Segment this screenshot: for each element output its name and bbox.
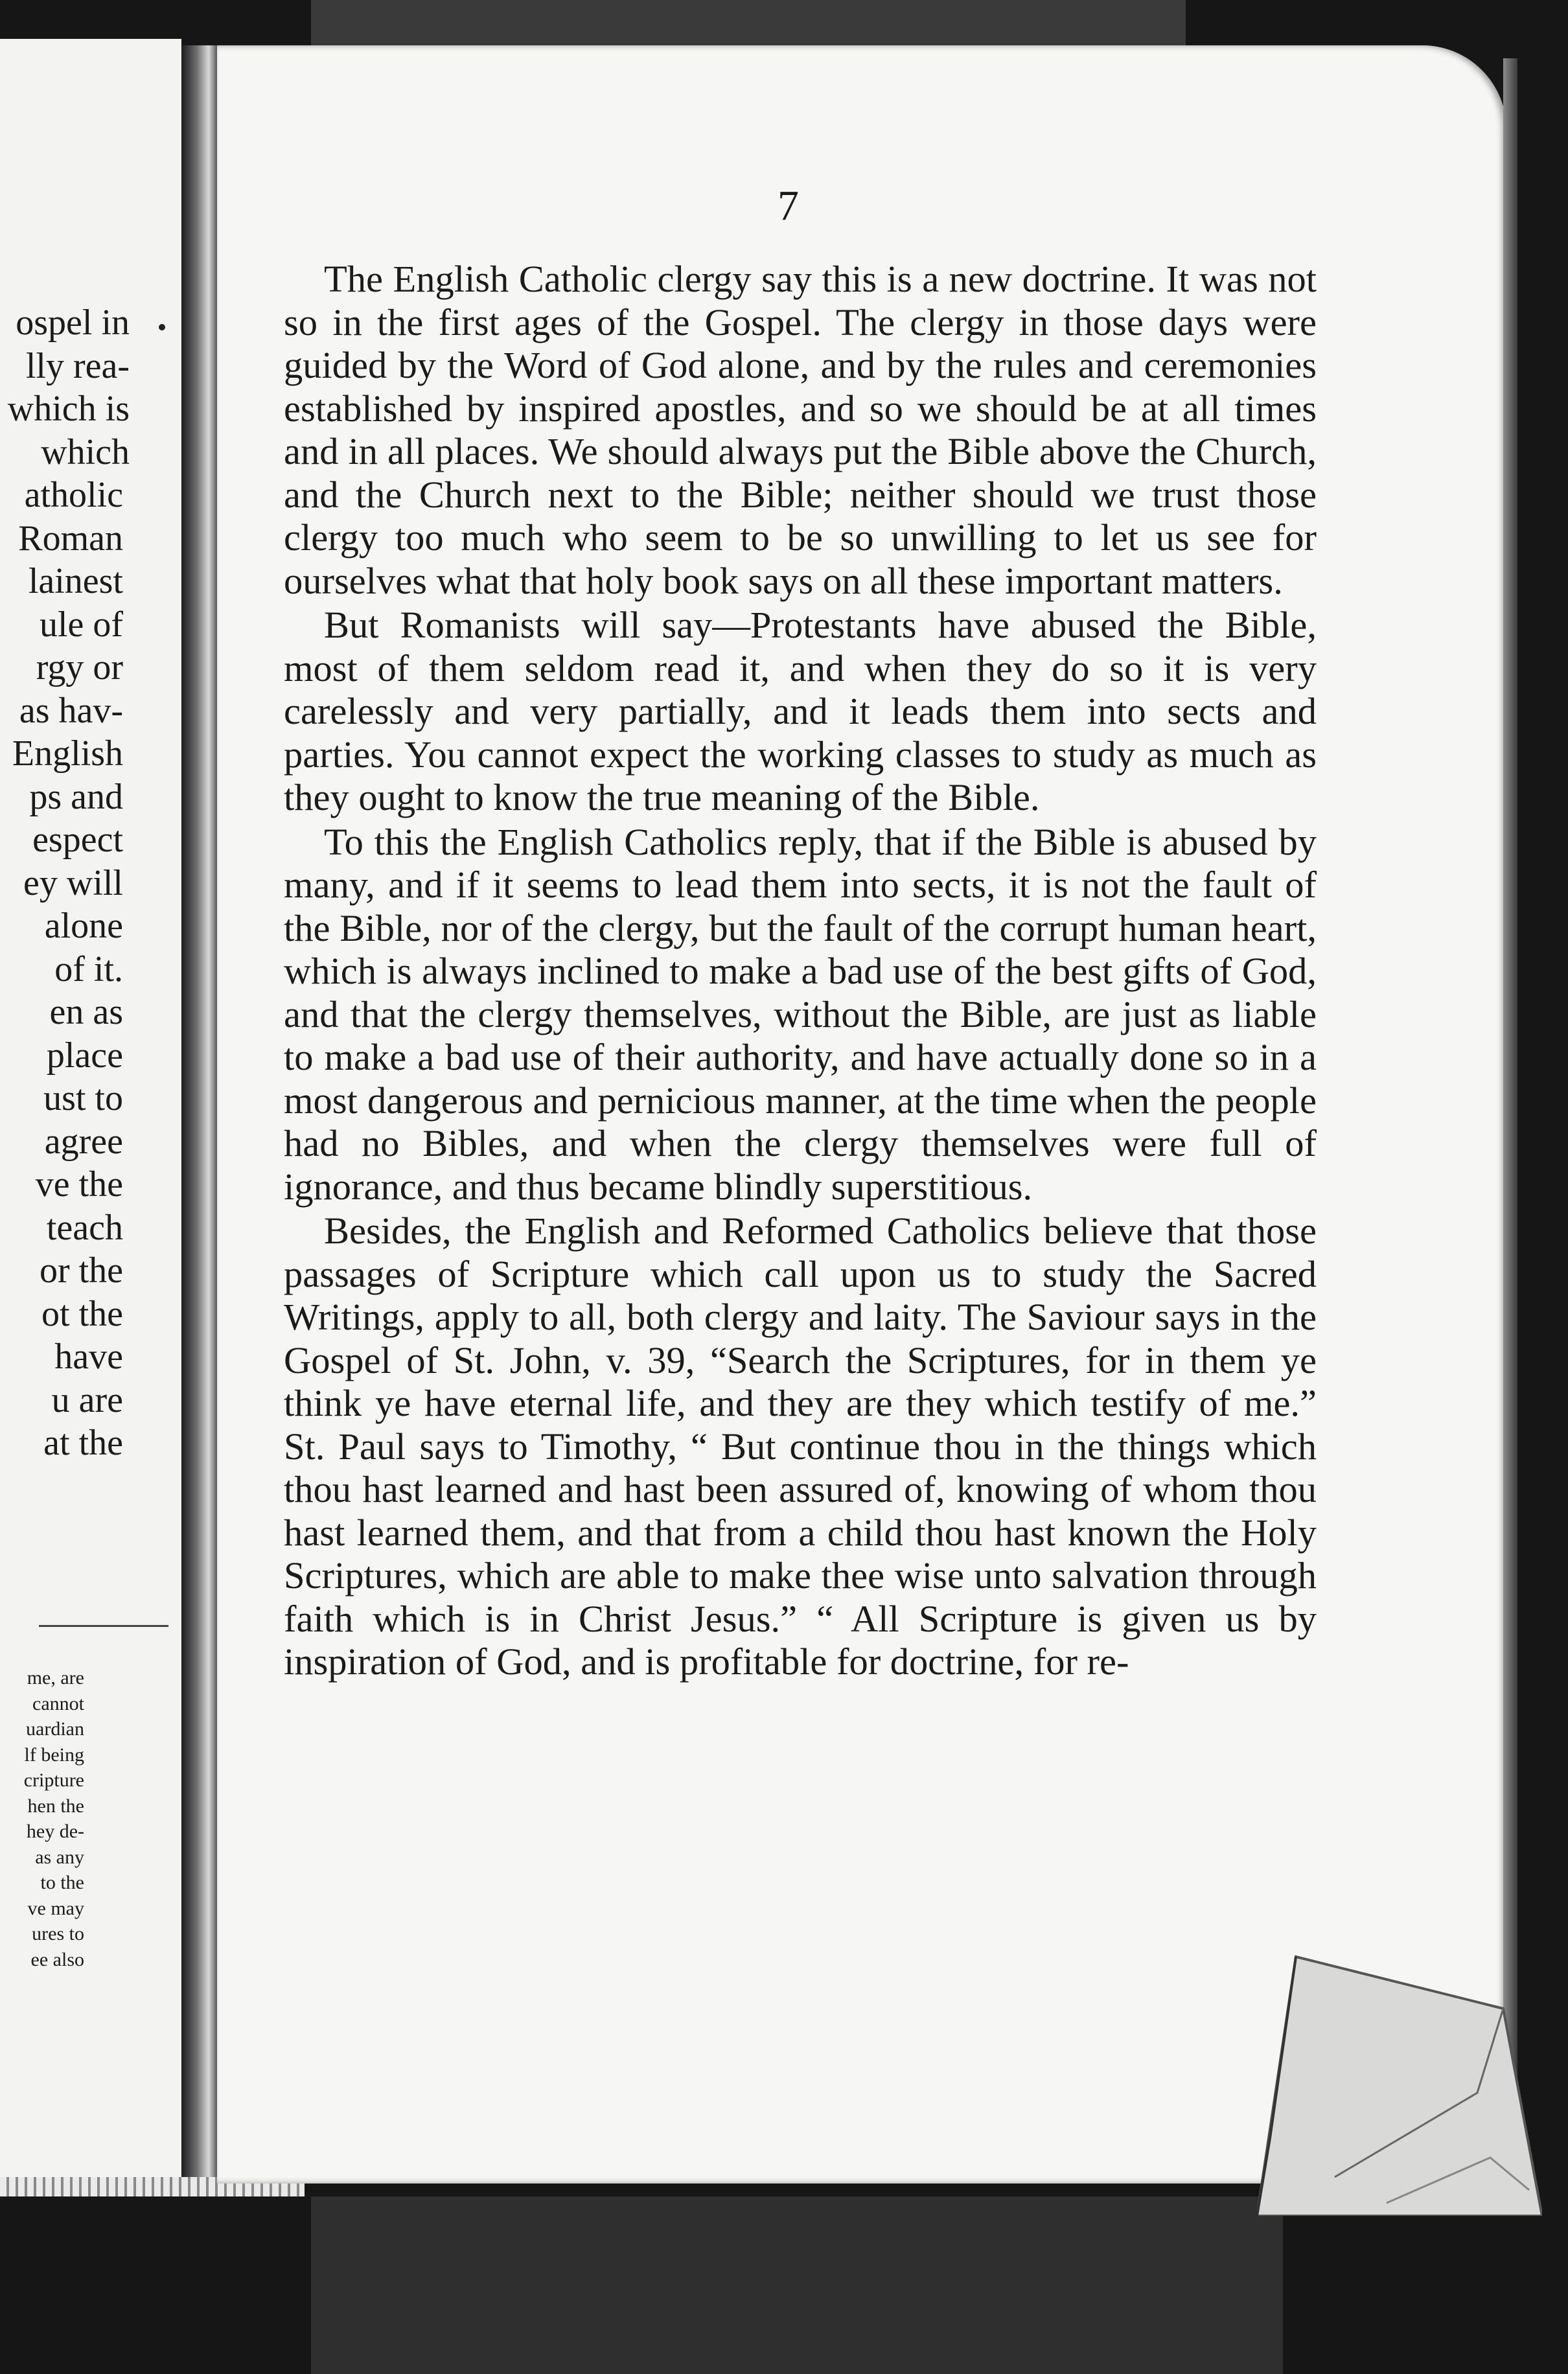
- paragraph: To this the English Catholics reply, that if the Bible is abused by many, and if it seems to lead them into sects, it is not the fault of the Bible, nor of the clergy, but the fault of the corrupt human heart, which is always inclined to make a bad use of the best gifts of God, and that the clergy themselves, without the Bible, are just as liable to make a bad use of their authority, and have actually done so in a most dangerous and pernicious manner, at the time when the people had no Bibles, and when the clergy themselves were full of ignorance, and thus became blindly superstitious.: [284, 820, 1317, 1208]
- left-line: ey will: [23, 862, 123, 903]
- left-line: of it.: [54, 949, 123, 989]
- left-page-footnotes: [24, 1665, 84, 1972]
- page-edge-shadow: [1503, 58, 1517, 2184]
- left-line: Roman: [18, 518, 123, 559]
- left-page-fragment: [0, 39, 181, 2184]
- left-line: ve the: [35, 1164, 123, 1204]
- footnote-line: cripture: [23, 1769, 84, 1791]
- footnote-line: to the: [40, 1872, 84, 1893]
- left-line: agree: [44, 1121, 123, 1162]
- left-page-text: [0, 301, 181, 1465]
- book-gutter: [181, 45, 220, 2190]
- footnote-line: ee also: [30, 1948, 84, 1970]
- left-line: en as: [49, 992, 123, 1032]
- left-line: teach: [46, 1207, 123, 1248]
- paragraph: Besides, the English and Reformed Catholics believe that those passages of Scripture which call upon us to study the Sacred Writings, apply to all, both clergy and laity. The Saviour says in the Gospel of St. John, v. 39, “Search the Scriptures, for in them ye think ye have eternal life, and they are they which testify of me.” St. Paul says to Timothy, “ But continue thou in the things which thou hast learned and hast been assured of, knowing of whom thou hast learned them, and that from a child thou hast known the Holy Scriptures, which are able to make thee wise unto salvation through faith which is in Christ Jesus.” “ All Scripture is given us by inspiration of God, and is profitable for doctrine, for re-: [284, 1210, 1317, 1683]
- footnote-line: lf being: [24, 1744, 84, 1766]
- left-line: which: [41, 432, 130, 472]
- footnote-line: ve may: [27, 1897, 84, 1919]
- left-line: have: [54, 1337, 123, 1377]
- footnote-line: me, are: [27, 1667, 84, 1688]
- left-line: ot the: [41, 1293, 123, 1334]
- left-line: u are: [51, 1379, 123, 1420]
- left-line: ospel in: [16, 303, 130, 343]
- left-line: English: [12, 733, 123, 774]
- left-line: at the: [43, 1423, 123, 1463]
- left-line: rgy or: [36, 647, 123, 687]
- folded-corner-graphic: [1257, 1944, 1542, 2216]
- left-line: ps and: [29, 776, 123, 817]
- left-line: place: [46, 1035, 123, 1076]
- left-line: which is: [7, 389, 130, 429]
- left-line: as hav-: [19, 690, 123, 731]
- left-line: atholic: [24, 475, 123, 515]
- left-line: lainest: [28, 561, 123, 601]
- body-text: [284, 258, 1317, 1684]
- footnote-line: hey de-: [26, 1821, 84, 1842]
- paragraph: The English Catholic clergy say this is a new doctrine. It was not so in the first ages of the Gospel. The clergy in those days were guided by the Word of God alone, and by the rules and ceremonies established by inspired apostles, and so we should be at all times and in all places. We should always put the Bible above the Church, and the Church next to the Bible; neither should we trust those clergy too much who seem to be so unwilling to let us see for ourselves what that holy book says on all these important matters.: [284, 258, 1317, 602]
- page-number: 7: [778, 182, 799, 229]
- footnote-rule: [39, 1625, 168, 1627]
- footnote-line: hen the: [27, 1795, 84, 1817]
- footnote-line: ures to: [32, 1923, 84, 1944]
- left-line: espect: [32, 820, 123, 860]
- left-line: ust to: [43, 1078, 123, 1118]
- left-line: alone: [44, 906, 123, 946]
- footnote-line: cannot: [32, 1692, 84, 1714]
- footnote-line: uardian: [26, 1718, 84, 1740]
- left-line: ule of: [39, 604, 123, 645]
- ink-speck: [159, 324, 165, 330]
- left-line: or the: [39, 1250, 123, 1291]
- left-line: lly rea-: [25, 345, 130, 386]
- footnote-line: as any: [35, 1846, 84, 1868]
- paragraph: But Romanists will say—Protestants have abused the Bible, most of them seldom read it, and when they do so it is very carelessly and very partially, and it leads them into sects and parties. You cannot expect the working classes to study as much as they ought to know the true meaning of the Bible.: [284, 604, 1317, 818]
- scanner-background-top: [311, 0, 1186, 45]
- scanner-background-bottom: [311, 2196, 1283, 2374]
